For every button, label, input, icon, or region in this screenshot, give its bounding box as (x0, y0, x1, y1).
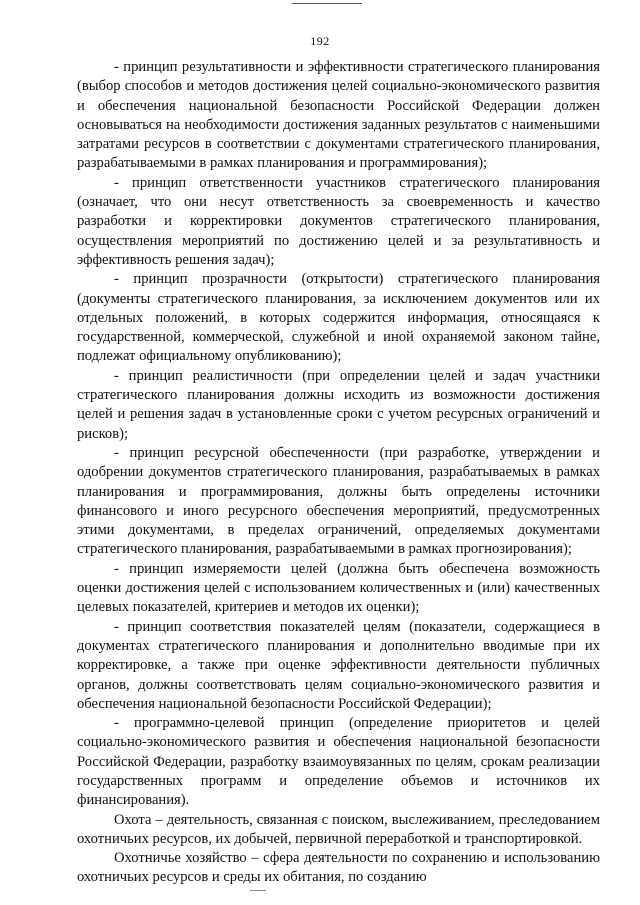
paragraph-principle-responsibility: - принцип ответственности участников стратегического планирования (означает, что они несут ответственность за своевременность и качество разработки и корректировки документов стратегического планирования, осуществления мероприятий по достижению целей и за результативность и эффективность решения задач); (77, 174, 600, 268)
paragraph-principle-indicators: - принцип соответствия показателей целям (показатели, содержащиеся в документах стратегического планирования и дополнительно вводимые при их корректировке, а также при оценке эффективности деятельности публичных органов, должны соответствовать целям социально-экономического развития и обеспечения национальной безопасности Российской Федерации); (77, 618, 600, 712)
paragraph-definition-hunting: Охота – деятельность, связанная с поиском, выслеживанием, преследованием охотничьих ресурсов, их добычей, первичной переработкой и транспортировкой. (77, 811, 600, 847)
bottom-scan-mark (250, 890, 266, 891)
paragraph-principle-realism: - принцип реалистичности (при определении целей и задач участники стратегического планирования должны исходить из возможности достижения целей и решения задач в установленные сроки с учетом ресурсных ограничений и рисков); (77, 367, 600, 442)
paragraph-principle-resources: - принцип ресурсной обеспеченности (при разработке, утверждении и одобрении документов стратегического планирования, разрабатываемых в рамках планирования и программирования, должны быть определены источники финансового и иного ресурсного обеспечения мероприятий, предусмотренных этими документами, в пределах ограничений, определяемых документами стратегического планирования, разрабатываемыми в рамках прогнозирования); (77, 444, 600, 558)
paragraph-principle-effectiveness: - принцип результативности и эффективности стратегического планирования (выбор способов и методов достижения целей социально-экономического развития и обеспечения национальной безопасности Российской Федерации должен основываться на необходимости достижения заданных результатов с наименьшими затратами ресурсов в соответствии с документами стратегического планирования, разрабатываемыми в рамках планирования и программирования); (77, 59, 600, 172)
paragraph-principle-program-target: - программно-целевой принцип (определение приоритетов и целей социально-экономического развития и обеспечения национальной безопасности Российской Федерации, разработку взаимоувязанных по целям, срокам реализации государственных программ и определение объемов и источников их финансирования). (77, 715, 600, 809)
paragraph-principle-transparency: - принцип прозрачности (открытости) стратегического планирования (документы стратегического планирования, за исключением документов или их отдельных положений, в которых содержится информация, относящаяся к государственной, коммерческой, служебной и иной охраняемой законом тайне, подлежат официальному опубликованию); (77, 271, 600, 365)
paragraph-principle-measurability: - принцип измеряемости целей (должна быть обеспечена возможность оценки достижения целей с использованием количественных и (или) качественных целевых показателей, критериев и методов их оценки); (77, 560, 600, 616)
top-rule-line (292, 3, 362, 4)
paragraph-definition-hunting-economy: Охотничье хозяйство – сфера деятельности по сохранению и использованию охотничьих ресурсов и среды их обитания, по созданию (77, 850, 600, 886)
document-body (77, 58, 600, 888)
page-number: 192 (310, 34, 330, 48)
